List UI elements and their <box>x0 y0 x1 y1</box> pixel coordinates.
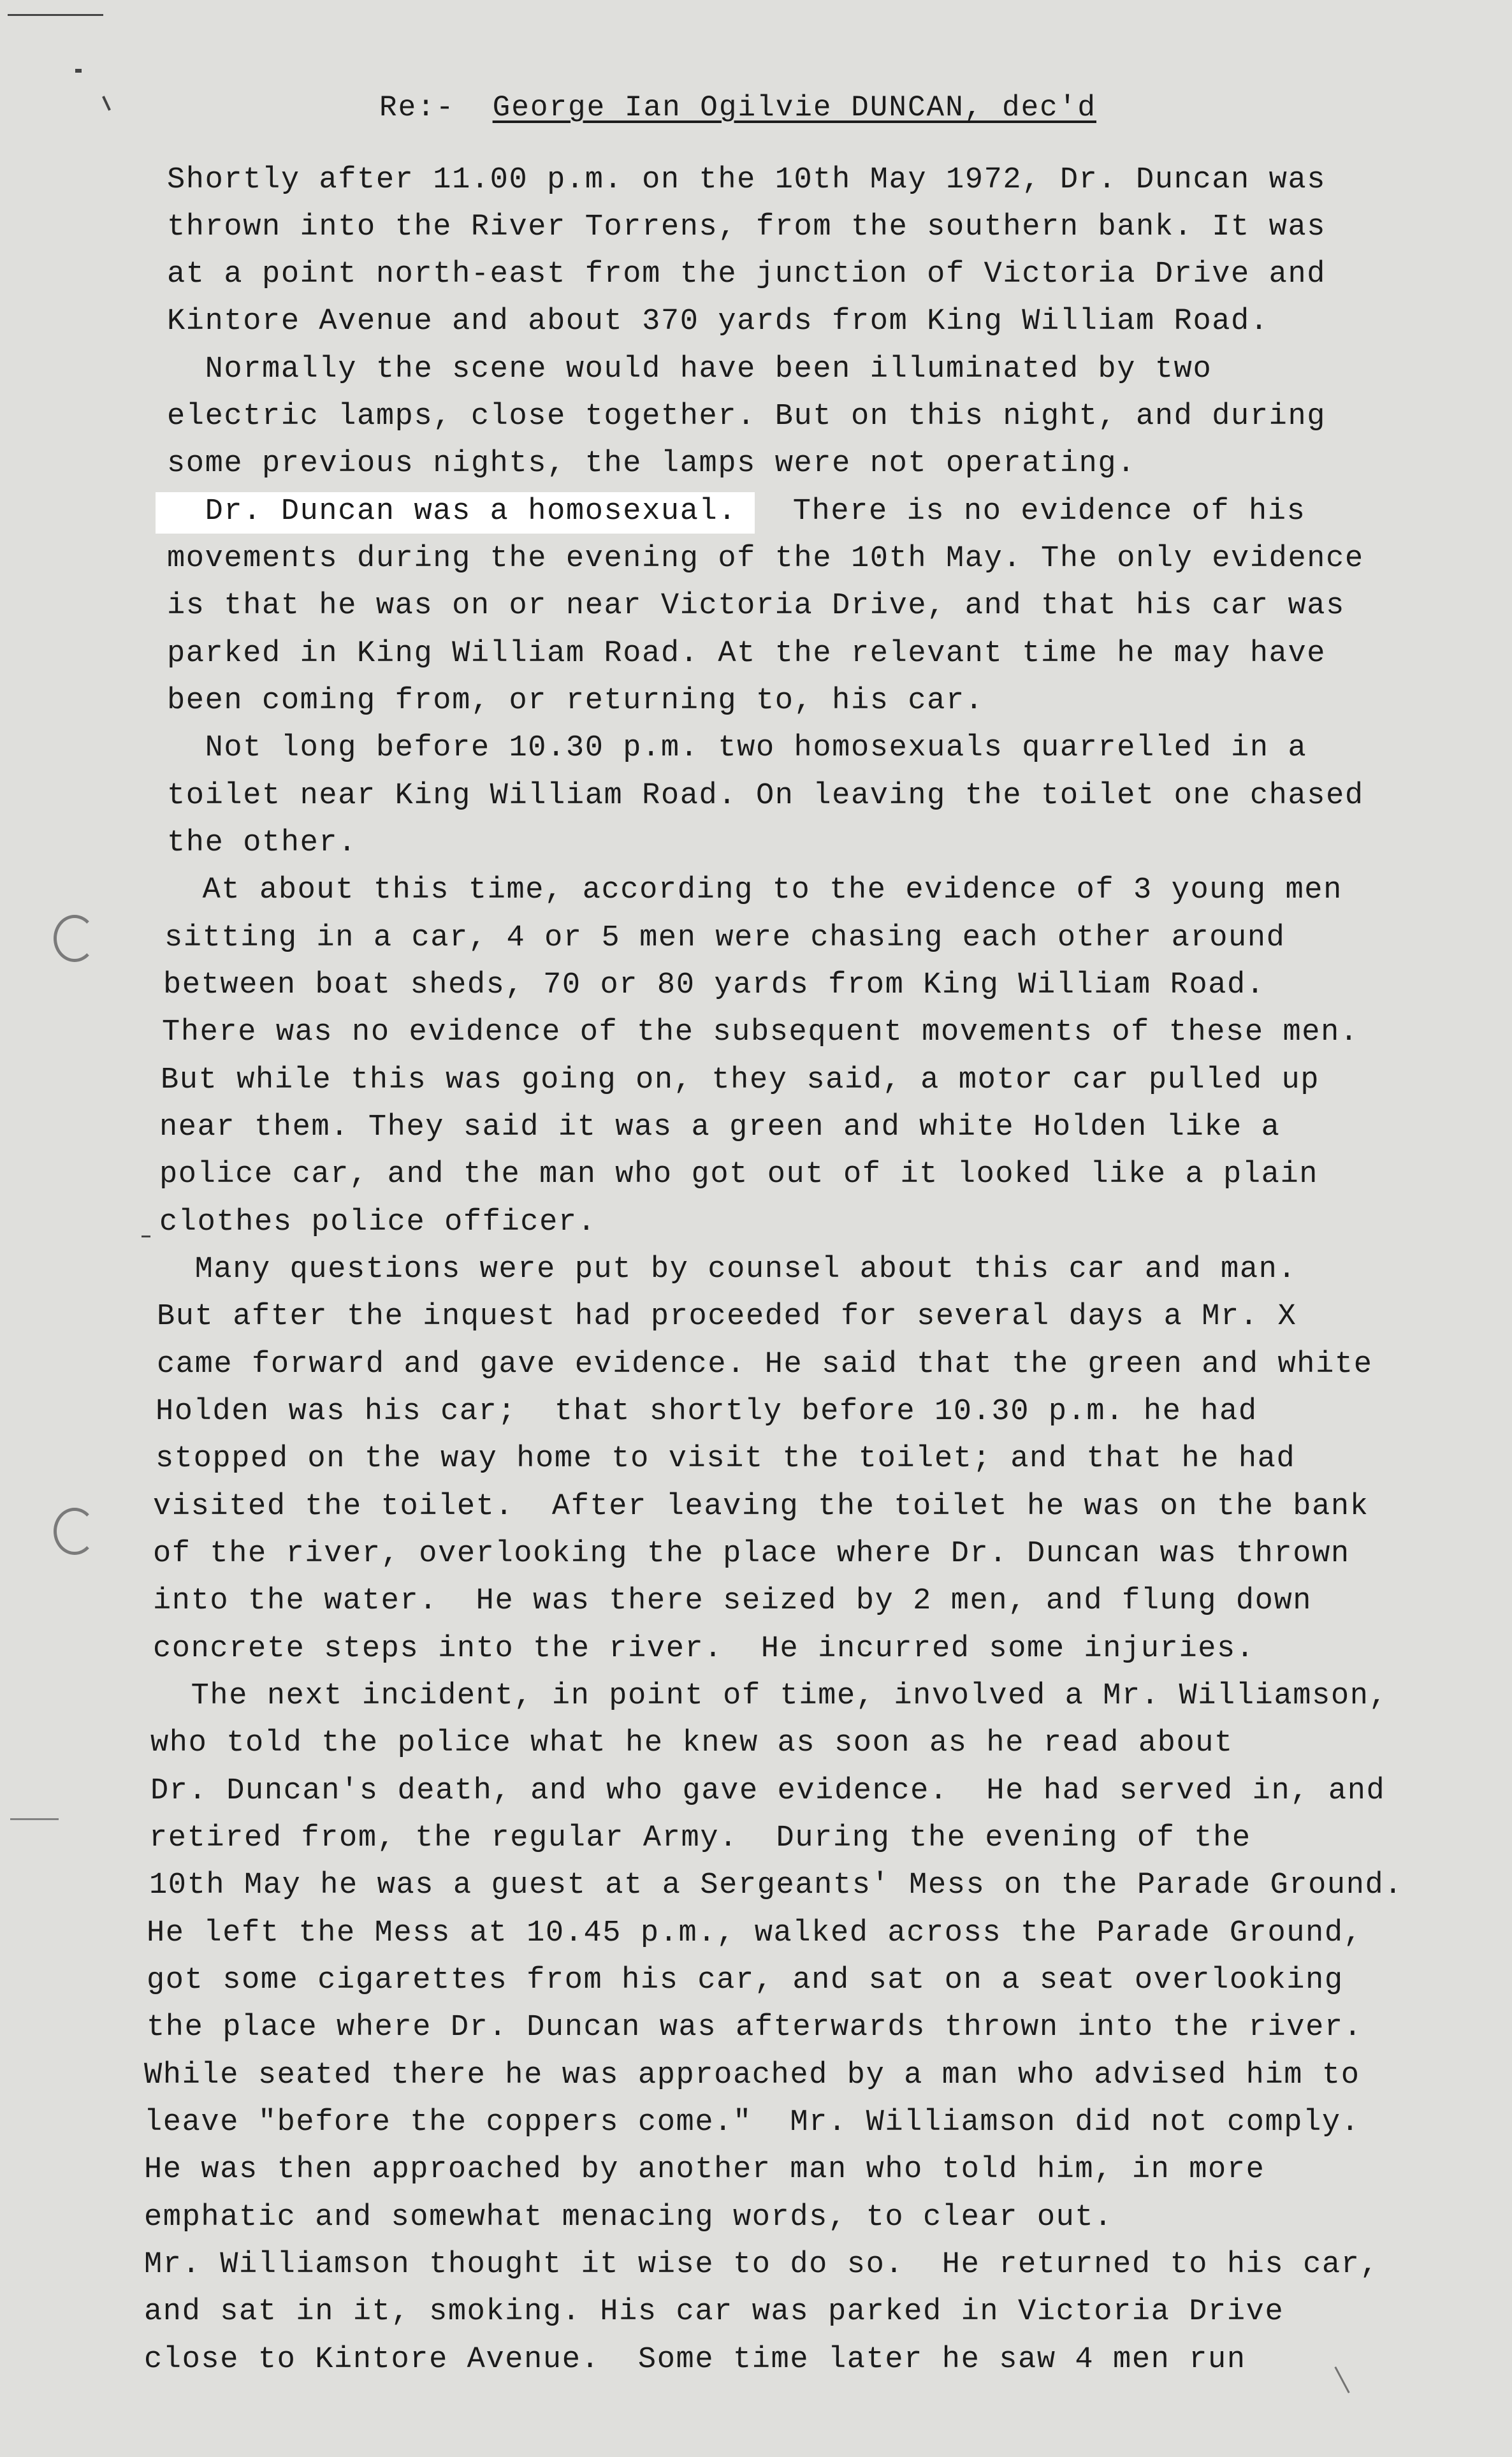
text-line: Holden was his car; that shortly before 10.30 p.m. he had <box>156 1395 1258 1429</box>
text-line: But while this was going on, they said, a motor car pulled up <box>161 1063 1320 1097</box>
text-line: between boat sheds, 70 or 80 yards from King William Road. <box>163 968 1265 1002</box>
text-line: Mr. Williamson thought it wise to do so. He returned to his car, <box>144 2248 1379 2282</box>
scan-mark-dot <box>75 69 82 73</box>
text-line-highlighted <box>167 488 1305 536</box>
text-line: who told the police what he knew as soon as he read about <box>150 1726 1233 1760</box>
text-line: The next incident, in point of time, involved a Mr. Williamson, <box>153 1679 1388 1713</box>
text-line: the place where Dr. Duncan was afterwards thrown into the river. <box>147 2011 1363 2045</box>
text-line: clothes police officer. <box>159 1206 597 1239</box>
text-line: At about this time, according to the evidence of 3 young men <box>164 873 1342 907</box>
text-line: visited the toilet. After leaving the toilet he was on the bank <box>153 1490 1369 1524</box>
text-line: Many questions were put by counsel about this car and man. <box>157 1253 1297 1287</box>
scan-mark-top-left <box>8 14 103 16</box>
text-line: is that he was on or near Victoria Drive, and that his car was <box>167 589 1345 623</box>
text-line: and sat in it, smoking. His car was parked in Victoria Drive <box>144 2295 1284 2329</box>
text-line: some previous nights, the lamps were not operating. <box>167 447 1137 481</box>
text-line: sitting in a car, 4 or 5 men were chasing each other around <box>164 921 1286 955</box>
highlighted-sentence: Dr. Duncan was a homosexual. <box>156 492 755 534</box>
text-line: movements during the evening of the 10th May. The only evidence <box>167 542 1364 576</box>
heading-subject: George Ian Ogilvie DUNCAN, dec'd <box>492 91 1096 124</box>
text-line: near them. They said it was a green and white Holden like a <box>159 1111 1281 1144</box>
punch-hole-lower <box>54 1508 96 1555</box>
text-line: electric lamps, close together. But on this night, and during <box>167 400 1327 434</box>
text-line: Normally the scene would have been illuminated by two <box>167 353 1212 386</box>
text-line: stopped on the way home to visit the toilet; and that he had <box>156 1442 1296 1476</box>
text-line: While seated there he was approached by a man who advised him to <box>144 2059 1360 2092</box>
text-line: retired from, the regular Army. During the evening of the <box>149 1821 1251 1855</box>
text-line: been coming from, or returning to, his car. <box>167 684 984 718</box>
text-line: got some cigarettes from his car, and sat on a seat overlooking <box>147 1964 1344 1997</box>
text-line: into the water. He was there seized by 2 men, and flung down <box>153 1584 1312 1618</box>
text-line: Not long before 10.30 p.m. two homosexuals quarrelled in a <box>167 731 1307 765</box>
text-line: He was then approached by another man who told him, in more <box>144 2153 1265 2187</box>
text-line: But after the inquest had proceeded for several days a Mr. X <box>157 1300 1297 1334</box>
text-line: close to Kintore Avenue. Some time later he saw 4 men run <box>144 2343 1246 2377</box>
text-line: leave "before the coppers come." Mr. Williamson did not comply. <box>144 2106 1360 2140</box>
text-line: Shortly after 11.00 p.m. on the 10th May 1972, Dr. Duncan was <box>167 163 1327 197</box>
scan-mark-bottom-right <box>1334 2366 1349 2393</box>
text-line: Dr. Duncan's death, and who gave evidence. He had served in, and <box>150 1774 1386 1808</box>
text-line: There was no evidence of the subsequent movements of these men. <box>162 1016 1359 1049</box>
text-line: at a point north-east from the junction of Victoria Drive and <box>167 258 1327 291</box>
text-line-tail: There is no evidence of his <box>792 495 1306 529</box>
text-line: He left the Mess at 10.45 p.m., walked across the Parade Ground, <box>147 1916 1363 1950</box>
text-line: of the river, overlooking the place where Dr. Duncan was thrown <box>153 1537 1350 1571</box>
text-line: 10th May he was a guest at a Sergeants' Mess on the Parade Ground. <box>149 1869 1404 1902</box>
scan-mark-tick <box>102 96 111 110</box>
heading-prefix: Re:- <box>379 91 455 124</box>
text-line: toilet near King William Road. On leaving the toilet one chased <box>167 779 1364 813</box>
scan-mark-dash <box>142 1236 150 1237</box>
text-line: the other. <box>167 826 358 860</box>
text-line: concrete steps into the river. He incurred some injuries. <box>153 1632 1255 1666</box>
text-line: police car, and the man who got out of it looked like a plain <box>159 1158 1319 1192</box>
document-heading <box>379 91 1096 124</box>
scan-mark-left-middle <box>10 1818 59 1820</box>
text-line: parked in King William Road. At the relevant time he may have <box>167 637 1327 671</box>
text-line: emphatic and somewhat menacing words, to clear out. <box>144 2201 1114 2235</box>
text-line: came forward and gave evidence. He said that the green and white <box>157 1348 1373 1382</box>
punch-hole-upper <box>54 915 96 962</box>
text-line: thrown into the River Torrens, from the southern bank. It was <box>167 210 1327 244</box>
text-line: Kintore Avenue and about 370 yards from King William Road. <box>167 305 1269 339</box>
